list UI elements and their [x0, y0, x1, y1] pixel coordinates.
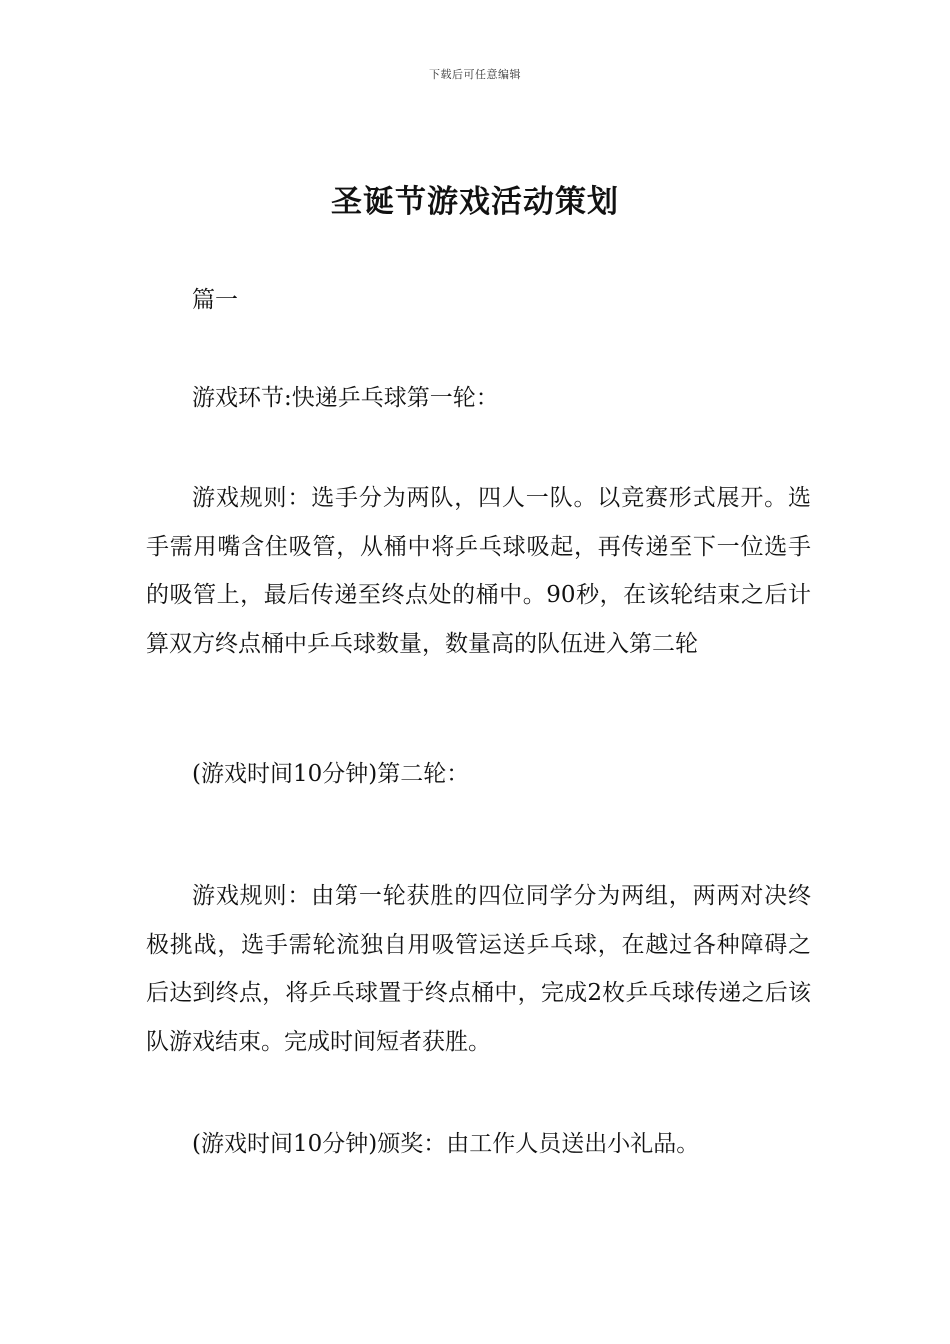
paragraph-section-one: 篇一: [192, 287, 238, 313]
award-block: [146, 1120, 811, 1169]
paragraph-round-one-heading: 游戏环节:快递乒乓球第一轮：: [192, 385, 499, 411]
paragraph-round-two-heading: (游戏时间10分钟)第二轮：: [192, 761, 470, 787]
header-note: 下载后可任意编辑: [429, 68, 521, 81]
round-one-heading-block: [146, 374, 811, 423]
section-label: [146, 276, 811, 325]
document-title: 圣诞节游戏活动策划: [331, 184, 619, 220]
round-two-rules-block: [146, 872, 811, 1066]
round-one-rules-block: [146, 474, 811, 668]
round-two-heading-block: [146, 750, 811, 799]
paragraph-round-two-rules: 游戏规则：由第一轮获胜的四位同学分为两组，两两对决终极挑战，选手需轮流独自用吸管运送乒乓球，在越过各种障碍之后达到终点，将乒乓球置于终点桶中，完成2枚乒乓球传递之后该队游戏结束。完成时间短者获胜。: [146, 883, 811, 1055]
paragraph-round-one-rules: 游戏规则：选手分为两队，四人一队。以竞赛形式展开。选手需用嘴含住吸管，从桶中将乒乓球吸起，再传递至下一位选手的吸管上，最后传递至终点处的桶中。90秒，在该轮结束之后计算双方终点桶中乒乓球数量，数量高的队伍进入第二轮: [146, 485, 811, 657]
paragraph-award: (游戏时间10分钟)颁奖：由工作人员送出小礼品。: [192, 1131, 700, 1157]
